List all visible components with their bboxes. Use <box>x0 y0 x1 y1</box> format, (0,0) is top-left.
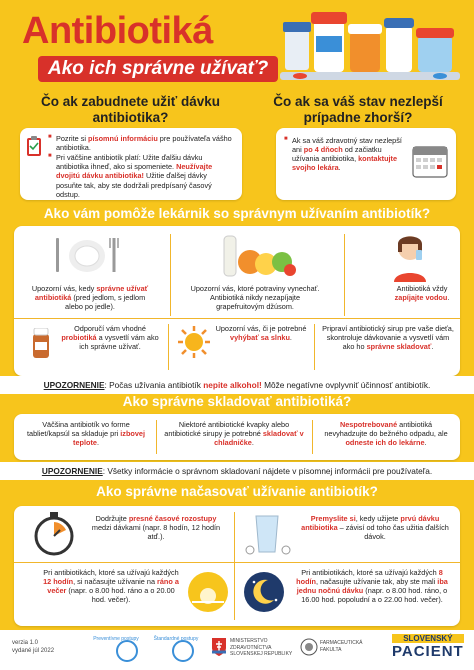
no-improvement-heading: Čo ak sa váš stav nezlepší prípadne zhorší? <box>273 94 443 125</box>
first-dose-text: Premyslite si, kedy užijete prvú dávku antibiotika – závisí od toho čas užitia ďalších dávok. <box>301 514 449 542</box>
faculty-emblem-icon <box>300 638 318 661</box>
footer <box>0 630 474 670</box>
sun-avoid-text: Upozorní vás, či je potrebné vyhýbať sa slnku. <box>215 324 307 343</box>
slovak-coat-of-arms-icon <box>212 638 226 661</box>
preventive-logo-icon <box>116 640 138 662</box>
sunrise-icon <box>186 570 230 619</box>
brand-bottom: PACIENT <box>392 643 464 660</box>
divider <box>156 420 157 454</box>
twelve-hour-text: Pri antibiotikách, ktoré sa užívajú každých 12 hodín, si načasujte užívanie na ráno a večer (napr. o 8.00 hod. ráno a o 20.00 hod. večer). <box>43 568 179 605</box>
fridge-text: Niektoré antibiotické kvapky alebo antibiotické sirupy je potrebné skladovať v chladničke. <box>164 420 304 448</box>
divider <box>314 324 315 370</box>
probiotics-bottle-icon <box>30 328 52 365</box>
alcohol-warning: UPOZORNENIE: Počas užívania antibiotík nepite alkohol! Môže negatívne ovplyvniť účinnosť antibiotík. <box>0 376 474 394</box>
timing-panel <box>14 506 460 626</box>
faculty-label: FARMACEUTICKÁ FAKULTA <box>320 640 363 653</box>
sun-icon <box>176 324 212 365</box>
no-improvement-card: ■ Ak sa váš zdravotný stav nezlepší ani po 4 dňoch od začiatku užívania antibiotika, kontaktujte svojho lekára. <box>276 128 456 200</box>
drink-water-text: Antibiotiká vždy zapíjajte vodou. <box>394 284 450 303</box>
storage-warning: UPOZORNENIE: Všetky informácie o správnom skladovaní nájdete v písomnej informácii pre používateľa. <box>0 462 474 480</box>
logo-preventive-label: Preventívne postupy <box>93 636 139 642</box>
calendar-icon <box>412 142 448 180</box>
divider <box>344 234 345 316</box>
room-temp-text: Väčšina antibiotík vo forme tabliet/kapsúl sa skladuje pri izbovej teplote. <box>26 420 146 448</box>
divider <box>170 234 171 316</box>
divider <box>14 562 460 563</box>
eight-hour-text: Pri antibiotikách, ktoré sa užívajú každých 8 hodín, načasujte užívanie tak, aby ste mali iba jednu nočnú dávku (napr. o 8.00 hod. ráno, o 16.00 hod. popoludní a o 22.00 hod. večer). <box>296 568 448 605</box>
avoid-foods-text: Upozorní vás, ktoré potraviny vynechať. Antibiotiká nikdy nezapíjajte grapefruitovým džúsom. <box>190 284 320 312</box>
divider <box>312 420 313 454</box>
page-title: Antibiotiká <box>22 10 213 52</box>
slovensky-pacient-logo[interactable] <box>392 634 464 660</box>
pharmacist-heading: Ako vám pomôže lekárnik so správnym užívaním antibiotík? <box>43 206 431 221</box>
page-subtitle: Ako ich správne užívať? <box>38 56 278 82</box>
standard-logo-icon <box>172 640 194 662</box>
moon-clock-icon <box>242 570 286 619</box>
forgot-dose-card: ■ Pozrite si písomnú informáciu pre používateľa vášho antibiotika. ■ Pri väčšine antibiotík platí: Užite ďalšiu dávku antibiotika ihneď, ako si spomeniete. Neužívajte dvojitú dávku antibiotika! Užitie ďalšej dávky posuňte tak, aby ste dodržali predpísaný časový odstup. <box>20 128 242 200</box>
storage-panel <box>14 414 460 460</box>
release-date: vydané júl 2022 <box>12 648 55 654</box>
divider <box>14 318 460 319</box>
woman-drinking-icon <box>388 230 432 287</box>
intervals-text: Dodržujte presné časové rozostupy medzi dávkami (napr. 8 hodín, 12 hodín atď.). <box>91 514 221 542</box>
divider <box>234 512 235 620</box>
medicine-bottles-illustration <box>280 12 460 82</box>
plate-cutlery-icon <box>52 234 122 281</box>
divider <box>168 324 169 370</box>
timing-heading: Ako správne načasovať užívanie antibiotík? <box>96 484 378 499</box>
version: verzia 1.0 <box>12 640 39 646</box>
timer-icon <box>32 512 76 561</box>
glass-pills-icon <box>242 512 292 561</box>
food-timing-text: Upozorní vás, kedy správne užívať antibiotiká (pred jedlom, s jedlom alebo po jedle). <box>31 284 149 312</box>
fruit-juice-icon <box>218 232 298 283</box>
syrup-text: Pripraví antibiotický sirup pre vaše dieťa, skontroluje dávkovanie a vysvetlí vám ako ho správne skladovať. <box>322 324 454 352</box>
forgot-dose-heading: Čo ak zabudnete užiť dávku antibiotika? <box>40 94 220 125</box>
probiotics-text: Odporučí vám vhodné probiotiká a vysvetlí vám ako ich správne užívať. <box>61 324 159 352</box>
pharmacist-panel <box>14 226 460 376</box>
clipboard-icon <box>26 136 42 158</box>
storage-heading: Ako správne skladovať antibiotiká? <box>122 394 352 409</box>
logo-preventive[interactable] <box>86 636 146 642</box>
brand-top: SLOVENSKÝ <box>392 634 464 643</box>
ministry-label: MINISTERSTVO ZDRAVOTNÍCTVA SLOVENSKEJ REPUBLIKY <box>230 638 293 657</box>
disposal-text: Nespotrebované antibiotiká nevyhadzujte do bežného odpadu, ale odneste ich do lekárne. <box>324 420 448 448</box>
logo-standard-label: Štandardné postupy <box>153 636 199 642</box>
